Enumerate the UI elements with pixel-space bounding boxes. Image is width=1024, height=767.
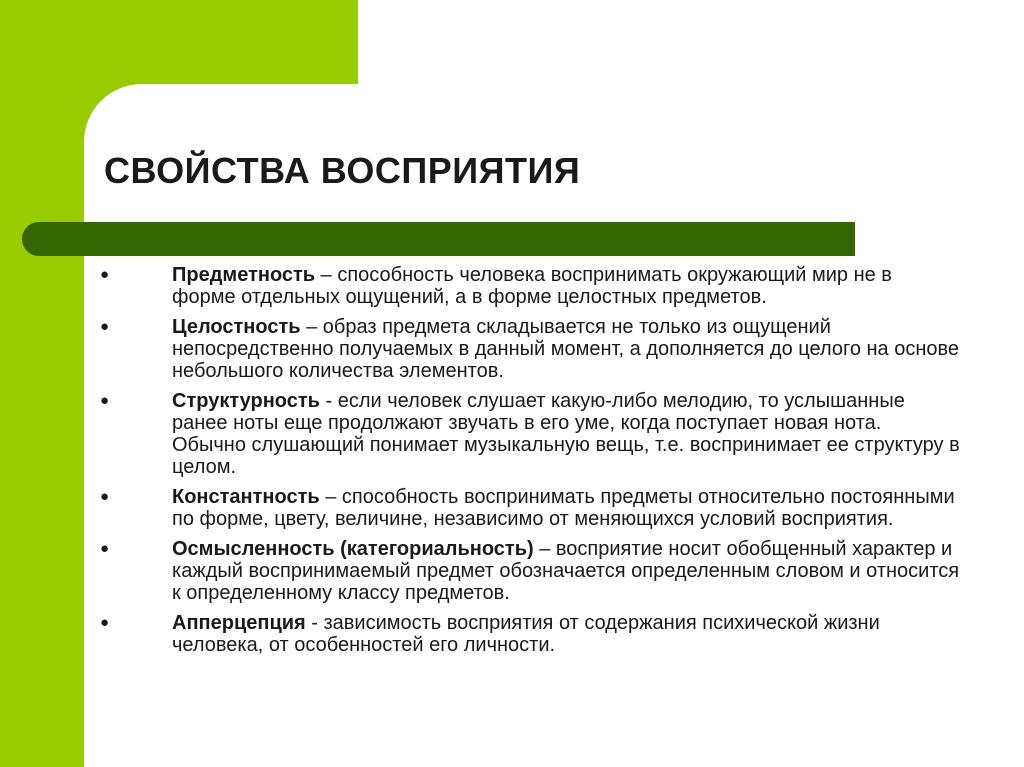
item-term: Предметность (172, 264, 316, 286)
item-text: - зависимость восприятия от содержания психической жизни человека, от особенностей его личности. (172, 612, 880, 656)
item-text: – образ предмета складывается не только из ощущений непосредственно получаемых в данный момент, а дополняется до целого на основе небольшого количества элементов. (172, 316, 960, 382)
bullet-icon: ● (100, 540, 110, 557)
list-item-predmetnost (100, 264, 960, 308)
list-item-appertseptsiya (100, 612, 960, 656)
item-term: Апперцепция (172, 612, 306, 634)
list-item-strukturnost (100, 390, 960, 478)
item-term: Осмысленность (категориальность) (172, 538, 534, 560)
item-text: – восприятие носит обобщенный характер и каждый воспринимаемый предмет обозначается определенным словом и относится к определенному классу предметов. (172, 538, 960, 604)
item-text: – способность воспринимать предметы относительно постоянными по форме, цвету, величине, независимо от меняющихся условий восприятия. (172, 486, 955, 530)
list-item-tselostnost (100, 316, 960, 382)
title-divider-bar (22, 222, 855, 256)
bullet-icon: ● (100, 614, 110, 631)
item-term: Константность (172, 486, 320, 508)
list-item-osmyslennost (100, 538, 960, 604)
item-text: – способность человека воспринимать окружающий мир не в форме отдельных ощущений, а в форме целостных предметов. (172, 264, 892, 308)
properties-list (100, 264, 960, 664)
slide-title: СВОЙСТВА ВОСПРИЯТИЯ (104, 150, 581, 191)
item-text: - если человек слушает какую-либо мелодию, то услышанные ранее ноты еще продолжают звучать в его уме, когда поступает новая нота. Обычно слушающий понимает музыкальную вещь, т.е. воспринимает ее структуру в целом. (172, 390, 960, 478)
bullet-icon: ● (100, 488, 110, 505)
list-item-konstantnost (100, 486, 960, 530)
item-term: Целостность (172, 316, 301, 338)
item-term: Структурность (172, 390, 320, 412)
bullet-icon: ● (100, 392, 110, 409)
bullet-icon: ● (100, 318, 110, 335)
bullet-icon: ● (100, 266, 110, 283)
